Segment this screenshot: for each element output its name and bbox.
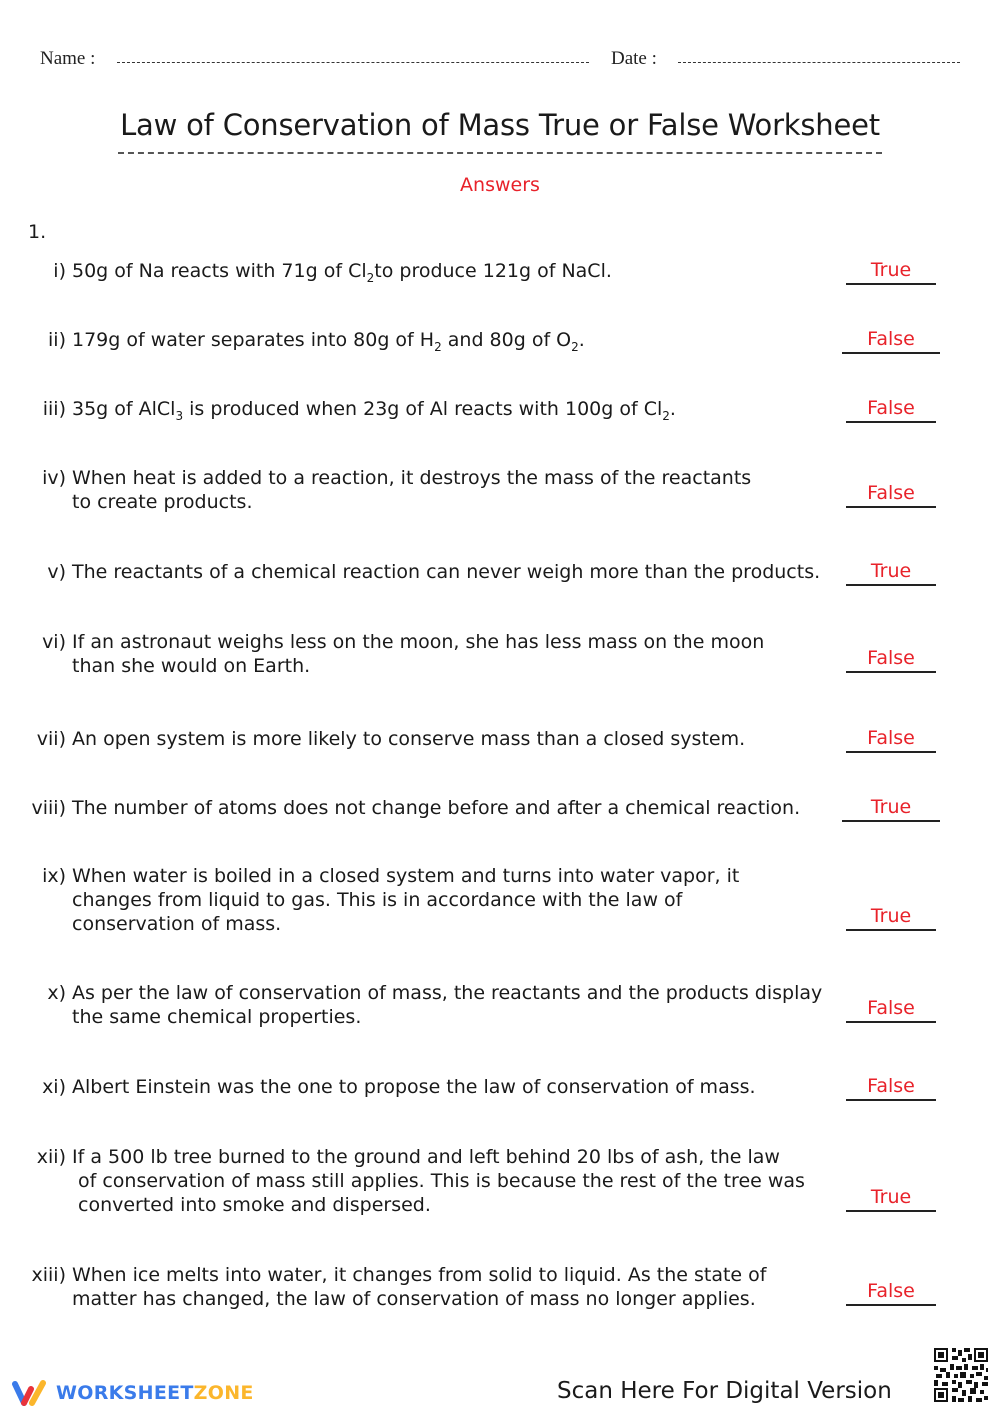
answer-field[interactable]: True <box>846 1186 936 1212</box>
answers-label: Answers <box>460 174 540 196</box>
title-underline <box>118 152 882 154</box>
question-number: x) <box>47 982 66 1004</box>
question-number: viii) <box>31 797 66 819</box>
question-number: vii) <box>36 728 66 750</box>
name-field[interactable] <box>117 62 589 63</box>
question-text: When water is boiled in a closed system and turns into water vapor, it changes from liquid to gas. This is in accordance with the law of conservation of mass. <box>72 865 740 935</box>
answer-field[interactable]: True <box>846 560 936 586</box>
question-text: 35g of AlCl$_3$ is produced when 23g of Al reacts with 100g of $Cl_2$. <box>72 398 676 423</box>
answer-field[interactable]: True <box>846 905 936 931</box>
page-title: Law of Conservation of Mass True or False Worksheet <box>120 108 880 142</box>
answer-field[interactable]: False <box>846 1075 936 1101</box>
qr-code-icon[interactable] <box>932 1346 990 1404</box>
question-text: Albert Einstein was the one to propose the law of conservation of mass. <box>72 1076 756 1098</box>
section-number: 1. <box>28 221 47 243</box>
question-text: If an astronaut weighs less on the moon, she has less mass on the moon than she would on Earth. <box>72 631 765 677</box>
question-text: The reactants of a chemical reaction can never weigh more than the products. <box>72 561 821 583</box>
question-text: An open system is more likely to conserve mass than a closed system. <box>72 728 746 750</box>
answer-field[interactable]: True <box>842 796 940 822</box>
brand-name: WORKSHEETZONE <box>56 1382 254 1404</box>
question-number: v) <box>47 561 66 583</box>
answer-field[interactable]: False <box>846 997 936 1023</box>
answer-field[interactable]: False <box>846 727 936 753</box>
answer-field[interactable]: False <box>846 1280 936 1306</box>
worksheetzone-logo-icon <box>10 1378 50 1408</box>
answer-field[interactable]: False <box>846 482 936 508</box>
question-text: 179g of water separates into 80g of $H_2$ and 80g of $O_2$. <box>72 329 585 354</box>
date-field[interactable] <box>678 62 960 63</box>
question-number: vi) <box>42 631 66 653</box>
answer-field[interactable]: False <box>846 397 936 423</box>
question-number: xiii) <box>31 1264 66 1286</box>
question-text: As per the law of conservation of mass, the reactants and the products display the same chemical properties. <box>72 982 823 1028</box>
scan-caption: Scan Here For Digital Version <box>557 1378 892 1404</box>
question-number: i) <box>53 260 66 282</box>
question-text: When heat is added to a reaction, it destroys the mass of the reactants to create products. <box>72 467 752 513</box>
answer-field[interactable]: True <box>846 259 936 285</box>
name-label: Name : <box>40 48 96 69</box>
question-number: ix) <box>42 865 66 887</box>
question-number: ii) <box>48 329 66 351</box>
question-text: The number of atoms does not change before and after a chemical reaction. <box>72 797 801 819</box>
worksheetzone-logo[interactable] <box>10 1376 254 1410</box>
question-text: 50g of Na reacts with 71g of $Cl_2to$ produce 121g of NaCl. <box>72 260 612 285</box>
question-text: If a 500 lb tree burned to the ground and left behind 20 lbs of ash, the law of conservation of mass still applies. This is because the rest of the tree was converted into smoke and dispersed. <box>72 1146 805 1216</box>
answer-field[interactable]: False <box>842 328 940 354</box>
question-number: xii) <box>36 1146 66 1168</box>
name-date-header <box>40 44 960 74</box>
date-label: Date : <box>611 48 657 69</box>
question-number: iv) <box>42 467 66 489</box>
question-number: xi) <box>42 1076 66 1098</box>
answer-field[interactable]: False <box>846 647 936 673</box>
question-text: When ice melts into water, it changes from solid to liquid. As the state of matter has changed, the law of conservation of mass no longer applies. <box>72 1264 767 1310</box>
question-number: iii) <box>42 398 66 420</box>
